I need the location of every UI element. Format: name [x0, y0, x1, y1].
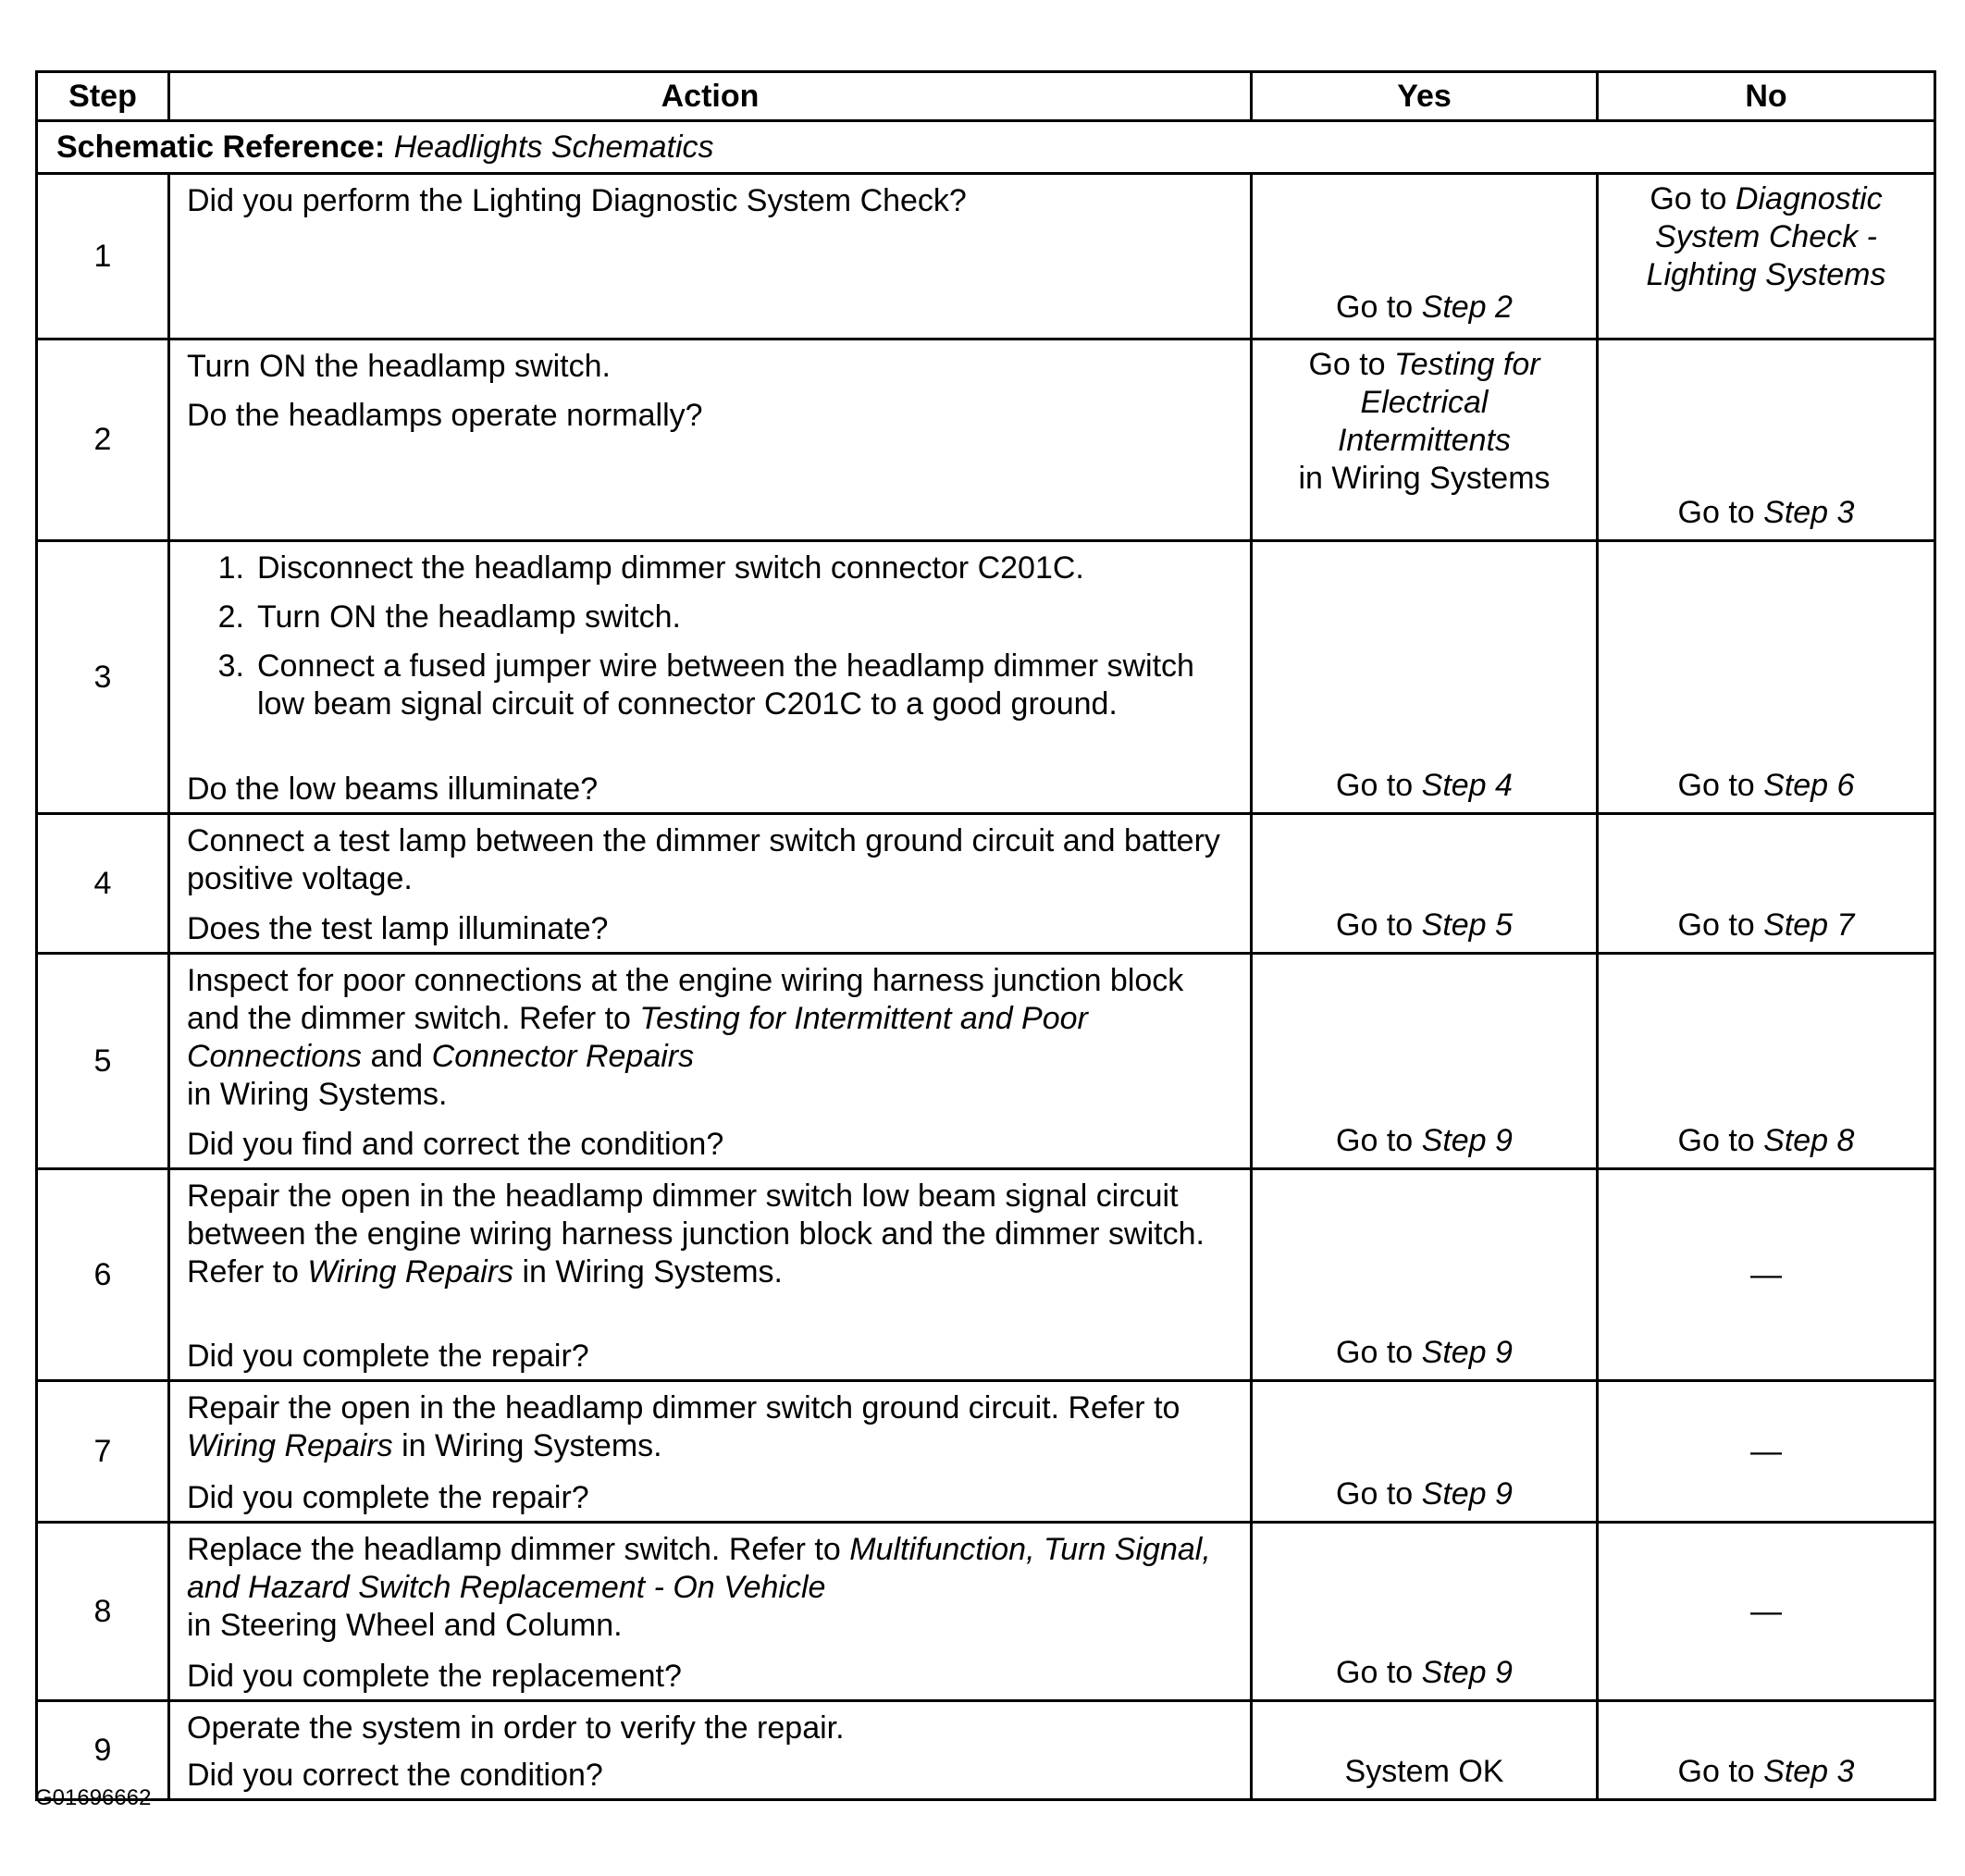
reference-link[interactable]: Multifunction, Turn Signal, and Hazard Switch Replacement - On Vehicle: [187, 1532, 1211, 1605]
action-cell: [169, 339, 1252, 541]
header-yes: Yes: [1252, 72, 1598, 121]
table-row: [37, 954, 1935, 1169]
no-prefix: Go to: [1677, 768, 1764, 803]
reference-link[interactable]: Connector Repairs: [431, 1039, 695, 1074]
no-cell: [1598, 954, 1935, 1169]
yes-link[interactable]: Step 2: [1421, 290, 1513, 325]
no-cell: [1598, 541, 1935, 814]
yes-prefix: Go to: [1336, 1476, 1422, 1512]
no-prefix: Go to: [1677, 1754, 1764, 1789]
action-text-tail: in Wiring Systems.: [513, 1254, 783, 1290]
list-item-number: 1.: [217, 550, 244, 586]
reference-link[interactable]: Wiring Repairs: [307, 1254, 514, 1290]
step-number: 7: [37, 1381, 169, 1523]
table-row: [37, 174, 1935, 339]
action-instruction: [187, 1178, 1222, 1291]
yes-text: System OK: [1344, 1754, 1504, 1789]
table-row: [37, 814, 1935, 954]
action-cell: [169, 954, 1252, 1169]
yes-cell: [1252, 1381, 1598, 1523]
table-row: [37, 1523, 1935, 1701]
yes-cell: [1252, 1523, 1598, 1701]
yes-cell: [1252, 1701, 1598, 1800]
no-prefix: Go to: [1677, 1123, 1764, 1158]
list-item: [187, 549, 1222, 587]
action-instruction: [187, 1389, 1222, 1465]
action-cell: [169, 814, 1252, 954]
reference-link[interactable]: Testing for Intermittent and Poor Connections: [187, 1001, 1088, 1074]
no-cell: [1598, 174, 1935, 339]
action-question: Did you find and correct the condition?: [187, 1127, 724, 1162]
yes-cell: [1252, 174, 1598, 339]
yes-cell: [1252, 954, 1598, 1169]
action-text-tail: in Steering Wheel and Column.: [187, 1608, 623, 1643]
table-row: [37, 339, 1935, 541]
yes-link[interactable]: Testing for Electrical Intermittents: [1337, 347, 1540, 458]
no-prefix: Go to: [1677, 907, 1764, 943]
yes-link[interactable]: Step 9: [1421, 1335, 1513, 1370]
list-item-text: Turn ON the headlamp switch.: [257, 599, 681, 635]
action-instruction: Turn ON the headlamp switch.: [187, 349, 611, 384]
yes-prefix: Go to: [1336, 1655, 1422, 1690]
table-header-row: [37, 72, 1935, 121]
action-question: Did you complete the replacement?: [187, 1659, 682, 1694]
no-link[interactable]: Step 3: [1763, 495, 1855, 530]
header-step: Step: [37, 72, 169, 121]
no-link[interactable]: Diagnostic System Check - Lighting Systems: [1646, 181, 1886, 292]
yes-link[interactable]: Step 4: [1421, 768, 1513, 803]
action-text-and: and: [362, 1039, 432, 1074]
no-link[interactable]: Step 6: [1763, 768, 1855, 803]
no-prefix: Go to: [1677, 495, 1764, 530]
yes-link[interactable]: Step 9: [1421, 1476, 1513, 1512]
no-cell: [1598, 339, 1935, 541]
step-number: 8: [37, 1523, 169, 1701]
action-instruction: Operate the system in order to verify the repair.: [187, 1710, 845, 1746]
no-link[interactable]: Step 8: [1763, 1123, 1855, 1158]
table-row: [37, 1169, 1935, 1381]
no-cell: [1598, 1523, 1935, 1701]
list-item-text: Disconnect the headlamp dimmer switch connector C201C.: [257, 550, 1084, 586]
table-row: [37, 541, 1935, 814]
yes-prefix: Go to: [1308, 347, 1395, 382]
action-text-tail: in Wiring Systems.: [187, 1077, 448, 1112]
no-link[interactable]: Step 7: [1763, 907, 1855, 943]
yes-cell: [1252, 1169, 1598, 1381]
step-number: 3: [37, 541, 169, 814]
yes-prefix: Go to: [1336, 290, 1422, 325]
action-text-tail: in Wiring Systems.: [392, 1428, 662, 1463]
no-prefix: Go to: [1650, 181, 1736, 216]
action-text: Repair the open in the headlamp dimmer switch ground circuit. Refer to: [187, 1390, 1180, 1426]
header-action: Action: [169, 72, 1252, 121]
action-cell: [169, 1381, 1252, 1523]
step-number: 1: [37, 174, 169, 339]
no-link[interactable]: Step 3: [1763, 1754, 1855, 1789]
action-question: Did you correct the condition?: [187, 1758, 603, 1793]
no-dash: —: [1750, 1256, 1782, 1292]
action-question: Did you perform the Lighting Diagnostic System Check?: [187, 183, 967, 218]
step-number: 5: [37, 954, 169, 1169]
yes-cell: [1252, 339, 1598, 541]
step-number: 4: [37, 814, 169, 954]
list-item-number: 2.: [217, 599, 244, 635]
action-cell: [169, 1523, 1252, 1701]
action-step-list: [187, 549, 1222, 734]
action-text: Repair the open in the headlamp dimmer switch low beam signal circuit between the engine wiring harness junction block and the dimmer switch. Refer to: [187, 1179, 1205, 1290]
table-row: [37, 1701, 1935, 1800]
diagnostic-table: [35, 70, 1936, 1801]
yes-cell: [1252, 814, 1598, 954]
reference-link[interactable]: Wiring Repairs: [187, 1428, 393, 1463]
step-number: 9: [37, 1701, 169, 1800]
schematic-reference-cell: [37, 121, 1935, 174]
action-instruction: [187, 962, 1222, 1114]
yes-link[interactable]: Step 9: [1421, 1123, 1513, 1158]
step-number: 6: [37, 1169, 169, 1381]
no-cell: [1598, 1381, 1935, 1523]
yes-suffix: in Wiring Systems: [1298, 461, 1551, 496]
yes-link[interactable]: Step 9: [1421, 1655, 1513, 1690]
action-cell: [169, 1701, 1252, 1800]
yes-link[interactable]: Step 5: [1421, 907, 1513, 943]
action-question: Did you complete the repair?: [187, 1339, 589, 1374]
step-number: 2: [37, 339, 169, 541]
header-no: No: [1598, 72, 1935, 121]
action-text: Inspect for poor connections at the engine wiring harness junction block and the dimmer switch. Refer to: [187, 963, 1184, 1036]
schematic-reference-row: [37, 121, 1935, 174]
schematic-reference-label: Schematic Reference:: [56, 129, 386, 165]
no-dash: —: [1750, 1433, 1782, 1469]
list-item: [187, 599, 1222, 636]
no-cell: [1598, 814, 1935, 954]
action-question: Do the headlamps operate normally?: [187, 398, 703, 433]
schematic-reference-link[interactable]: Headlights Schematics: [393, 129, 714, 165]
action-question: Did you complete the repair?: [187, 1480, 589, 1515]
action-cell: [169, 174, 1252, 339]
action-text: Replace the headlamp dimmer switch. Refer to: [187, 1532, 850, 1567]
list-item-text: Connect a fused jumper wire between the headlamp dimmer switch low beam signal circuit of connector C201C to a good ground.: [257, 648, 1194, 722]
yes-cell: [1252, 541, 1598, 814]
action-instruction: Connect a test lamp between the dimmer switch ground circuit and battery positive voltage.: [187, 823, 1220, 896]
yes-prefix: Go to: [1336, 1335, 1422, 1370]
list-item: [187, 648, 1222, 723]
list-item-number: 3.: [217, 648, 244, 684]
table-row: [37, 1381, 1935, 1523]
no-dash: —: [1750, 1593, 1782, 1629]
action-question: Does the test lamp illuminate?: [187, 911, 609, 946]
yes-prefix: Go to: [1336, 907, 1422, 943]
figure-id: G01696662: [35, 1785, 152, 1810]
action-instruction: [187, 1531, 1222, 1645]
no-cell: [1598, 1701, 1935, 1800]
action-question: Do the low beams illuminate?: [187, 771, 599, 807]
yes-prefix: Go to: [1336, 768, 1422, 803]
yes-prefix: Go to: [1336, 1123, 1422, 1158]
no-cell: [1598, 1169, 1935, 1381]
action-cell: [169, 541, 1252, 814]
action-cell: [169, 1169, 1252, 1381]
